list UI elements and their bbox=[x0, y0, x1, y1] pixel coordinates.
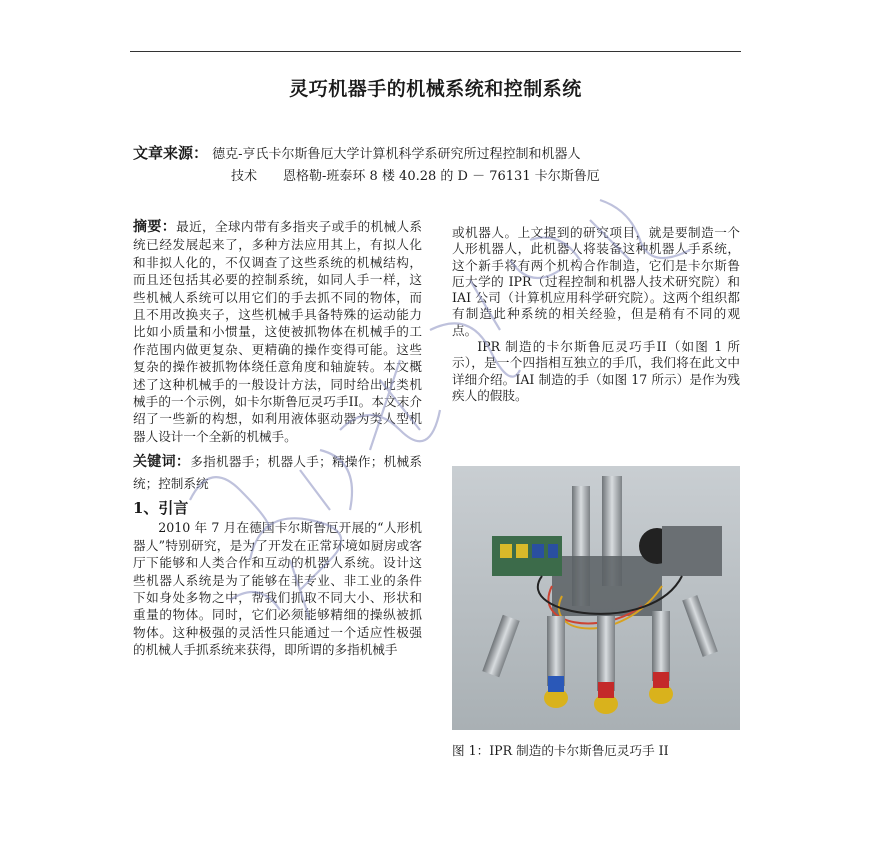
source-text-1: 德克-亨氏卡尔斯鲁厄大学计算机科学系研究所过程控制和机器人 bbox=[212, 147, 581, 162]
intro-paragraph-cont: 或机器人。上文提到的研究项目，就是要制造一个人形机器人，此机器人将装备这种机器人手系统，这个新手将有两个机构合作制造，它们是卡尔斯鲁厄大学的 IPR（过程控制和机器人技术研究院）和 IAI 公司（计算机应用科学研究院）。这两个组织都有制造此种系统的相关经验，但是稍有不同的观点。 bbox=[452, 225, 740, 338]
article-source bbox=[133, 142, 745, 188]
abstract-text: 最近，全球内带有多指夹子或手的机械人系统已经发展起来了，多种方法应用其上，有拟人化和非拟人化的，不仅调查了这些系统的机械结构，而且还包括其必要的控制系统，如同人手一样，这些机械人系统可以用它们的手去抓不同的物体，而且不用改换夹子，这些机械手具备特殊的运动能力比如小质量和小惯量，这使被抓物体在机械手的工作范围内做更复杂、更精确的操作变得可能。这些复杂的操作被抓物体绕任意角度和轴旋转。本文概述了这种机械手的一般设计方法，同时给出此类机械手的一个示例，如卡尔斯鲁厄灵巧手II。本文末介绍了一些新的构想，如利用液体驱动器为类人型机器人设计一个全新的机械手。 bbox=[133, 219, 423, 444]
right-column bbox=[452, 225, 740, 404]
intro-paragraph-2: IPR 制造的卡尔斯鲁厄灵巧手II（如图 1 所示），是一个四指相互独立的手爪，我们将在此文中详细介绍。IAI 制造的手（如图 17 所示）是作为残疾人的假肢。 bbox=[452, 339, 740, 403]
keywords bbox=[133, 451, 422, 495]
source-label: 文章来源： bbox=[133, 144, 209, 162]
robot-hand-photo bbox=[452, 466, 740, 730]
abstract-label: 摘要： bbox=[133, 219, 177, 235]
robot-hand-illustration bbox=[452, 466, 740, 730]
keywords-label: 关键词： bbox=[133, 454, 191, 471]
left-column bbox=[133, 218, 422, 659]
header-rule bbox=[130, 51, 741, 52]
keywords-text: 多指机器手；机器人手；精操作；机械系统；控制系统 bbox=[133, 454, 423, 492]
section-heading: 1、引言 bbox=[133, 499, 189, 518]
source-line-1 bbox=[133, 142, 745, 166]
intro-paragraph: 2010 年 7 月在德国卡尔斯鲁厄开展的“人形机器人”特别研究，是为了开发在正常环境如厨房或客厅下能够和人类合作和互动的机器人系统。设计这些机器人系统是为了能够在非专业、非工业的条件下如身处多物之中，帮我们抓取不同大小、形状和重量的物体。同时，它们必须能够精细的操纵被抓物体。这种极强的灵活性只能通过一个适应性极强的机械人手抓系统来获得，即所谓的多指机械手 bbox=[133, 520, 422, 658]
paper-title: 灵巧机器手的机械系统和控制系统 bbox=[289, 78, 582, 100]
abstract bbox=[133, 218, 422, 445]
figure-caption: 图 1：IPR 制造的卡尔斯鲁厄灵巧手 II bbox=[452, 743, 669, 758]
source-text-2: 技术 恩格勒-班泰环 8 楼 40.28 的 D － 76131 卡尔斯鲁厄 bbox=[231, 169, 600, 184]
